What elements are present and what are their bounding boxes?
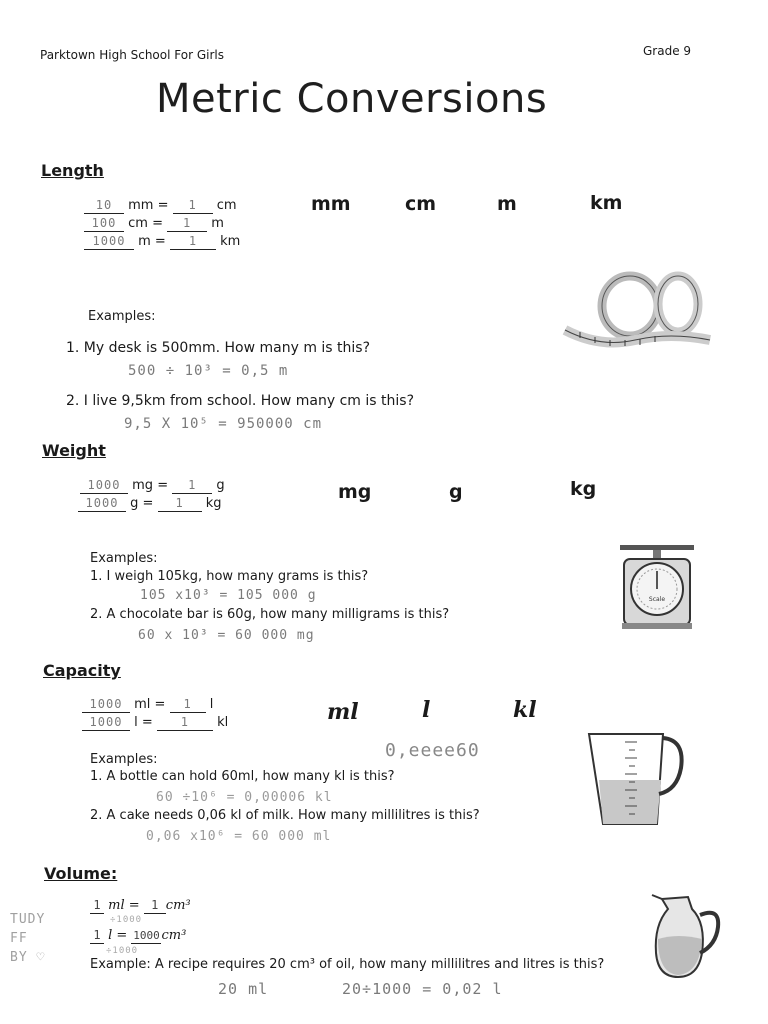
- capacity-unit-ml: ml: [327, 699, 359, 725]
- length-row-3-left-value: 1000: [92, 234, 126, 248]
- capacity-answer-1: 60 ÷10⁶ = 0,00006 kl: [156, 790, 333, 805]
- capacity-unit-kl: kl: [513, 697, 537, 723]
- capacity-unit-l: l: [422, 697, 431, 723]
- page-title: Metric Conversions: [156, 76, 548, 122]
- capacity-row-1-left-unit: ml =: [134, 697, 166, 712]
- volume-answer-left: 20 ml: [218, 980, 269, 998]
- weight-examples-label: Examples:: [90, 551, 158, 566]
- margin-note-line-3: BY ♡: [10, 950, 46, 965]
- length-unit-mm: mm: [311, 193, 351, 215]
- length-unit-cm: cm: [405, 193, 437, 215]
- capacity-heading: Capacity: [43, 661, 121, 680]
- volume-row-2: [90, 928, 186, 944]
- weight-answer-2: 60 x 10³ = 60 000 mg: [138, 628, 315, 643]
- weight-question-1: 1. I weigh 105kg, how many grams is this?: [90, 569, 369, 584]
- length-row-3-right-value: 1: [188, 234, 198, 248]
- capacity-row-2-right-unit: kl: [217, 715, 229, 730]
- length-unit-m: m: [497, 193, 517, 215]
- length-row-2-right-value: 1: [183, 216, 192, 230]
- weighing-scale-icon: [618, 543, 696, 631]
- volume-example: Example: A recipe requires 20 cm³ of oil, how many millilitres and litres is this?: [90, 957, 605, 972]
- weight-row-1-left-unit: mg =: [132, 478, 169, 493]
- length-row-3-left-unit: m =: [138, 234, 166, 249]
- weight-row-1-left-value: 1000: [87, 478, 121, 492]
- volume-row-1-note: ÷1000: [110, 915, 143, 925]
- tape-measure-icon: [560, 268, 725, 363]
- length-examples-label: Examples:: [88, 309, 156, 324]
- margin-note-line-1: TUDY: [10, 912, 46, 927]
- volume-row-2-unit: cm³: [161, 928, 187, 943]
- volume-row-1-value-2: 1: [151, 898, 159, 912]
- length-row-3-right-unit: km: [220, 234, 241, 249]
- capacity-row-2: [82, 715, 228, 731]
- length-row-2-right-unit: m: [211, 216, 224, 231]
- weight-row-2-right-value: 1: [175, 496, 184, 510]
- capacity-answer-2: 0,06 x10⁶ = 60 000 ml: [146, 829, 332, 844]
- volume-heading: Volume:: [44, 864, 118, 883]
- weight-unit-g: g: [449, 481, 463, 503]
- water-jug-icon: [648, 893, 724, 981]
- capacity-row-1-right-value: 1: [183, 697, 192, 711]
- volume-row-1: [90, 898, 191, 914]
- scale-brand-label: Scale: [648, 596, 666, 603]
- margin-note-line-2: FF: [10, 931, 28, 946]
- weight-unit-mg: mg: [338, 481, 372, 503]
- volume-answer-right: 20÷1000 = 0,02 l: [342, 980, 503, 998]
- volume-row-2-value-1: 1: [93, 928, 101, 942]
- weight-question-2: 2. A chocolate bar is 60g, how many milligrams is this?: [90, 607, 450, 622]
- length-row-1-right-value: 1: [188, 198, 197, 212]
- volume-row-1-value-1: 1: [93, 898, 101, 912]
- length-row-2: [84, 216, 224, 232]
- length-row-2-left-unit: cm =: [128, 216, 163, 231]
- capacity-row-1-right-unit: l: [209, 697, 214, 712]
- school-name: Parktown High School For Girls: [40, 48, 224, 62]
- length-row-1-left-unit: mm =: [128, 198, 169, 213]
- capacity-examples-label: Examples:: [90, 752, 158, 767]
- weight-unit-kg: kg: [570, 478, 597, 500]
- weight-answer-1: 105 x10³ = 105 000 g: [140, 588, 317, 603]
- measuring-jug-icon: [585, 728, 689, 828]
- length-heading: Length: [41, 161, 104, 180]
- grade-label: Grade 9: [643, 44, 692, 58]
- volume-row-2-note: ÷1000: [106, 946, 139, 956]
- volume-row-1-mid: ml =: [108, 898, 140, 913]
- capacity-row-2-left-unit: l =: [134, 715, 153, 730]
- capacity-question-1: 1. A bottle can hold 60ml, how many kl is this?: [90, 769, 395, 784]
- weight-row-2-left-value: 1000: [85, 496, 119, 510]
- weight-row-1: [80, 478, 225, 494]
- capacity-row-1-left-value: 1000: [89, 697, 123, 711]
- weight-row-2-right-unit: kg: [205, 496, 222, 511]
- capacity-question-2: 2. A cake needs 0,06 kl of milk. How many millilitres is this?: [90, 808, 480, 823]
- capacity-row-2-right-value: 1: [180, 715, 190, 729]
- weight-heading: Weight: [42, 441, 106, 460]
- capacity-row-1: [82, 697, 213, 713]
- length-answer-1: 500 ÷ 10³ = 0,5 m: [128, 363, 289, 379]
- length-question-2: 2. I live 9,5km from school. How many cm is this?: [66, 393, 415, 409]
- volume-row-1-unit: cm³: [165, 898, 191, 913]
- length-row-2-left-value: 100: [91, 216, 117, 230]
- weight-row-1-right-value: 1: [188, 478, 197, 492]
- capacity-scribble: 0,ееее60: [385, 740, 480, 761]
- volume-row-2-value-2: 1000: [133, 929, 160, 942]
- length-answer-2: 9,5 X 10⁵ = 950000 cm: [124, 416, 323, 432]
- length-row-1: [84, 198, 237, 214]
- weight-row-2: [78, 496, 221, 512]
- length-row-1-right-unit: cm: [216, 198, 237, 213]
- length-row-3: [84, 234, 240, 250]
- length-row-1-left-value: 10: [95, 198, 113, 212]
- length-unit-km: km: [590, 192, 623, 214]
- weight-row-2-left-unit: g =: [130, 496, 154, 511]
- margin-note: [10, 910, 70, 967]
- length-question-1: 1. My desk is 500mm. How many m is this?: [66, 340, 371, 356]
- capacity-row-2-left-value: 1000: [89, 715, 123, 729]
- volume-row-2-mid: l =: [108, 928, 128, 943]
- weight-row-1-right-unit: g: [216, 478, 225, 493]
